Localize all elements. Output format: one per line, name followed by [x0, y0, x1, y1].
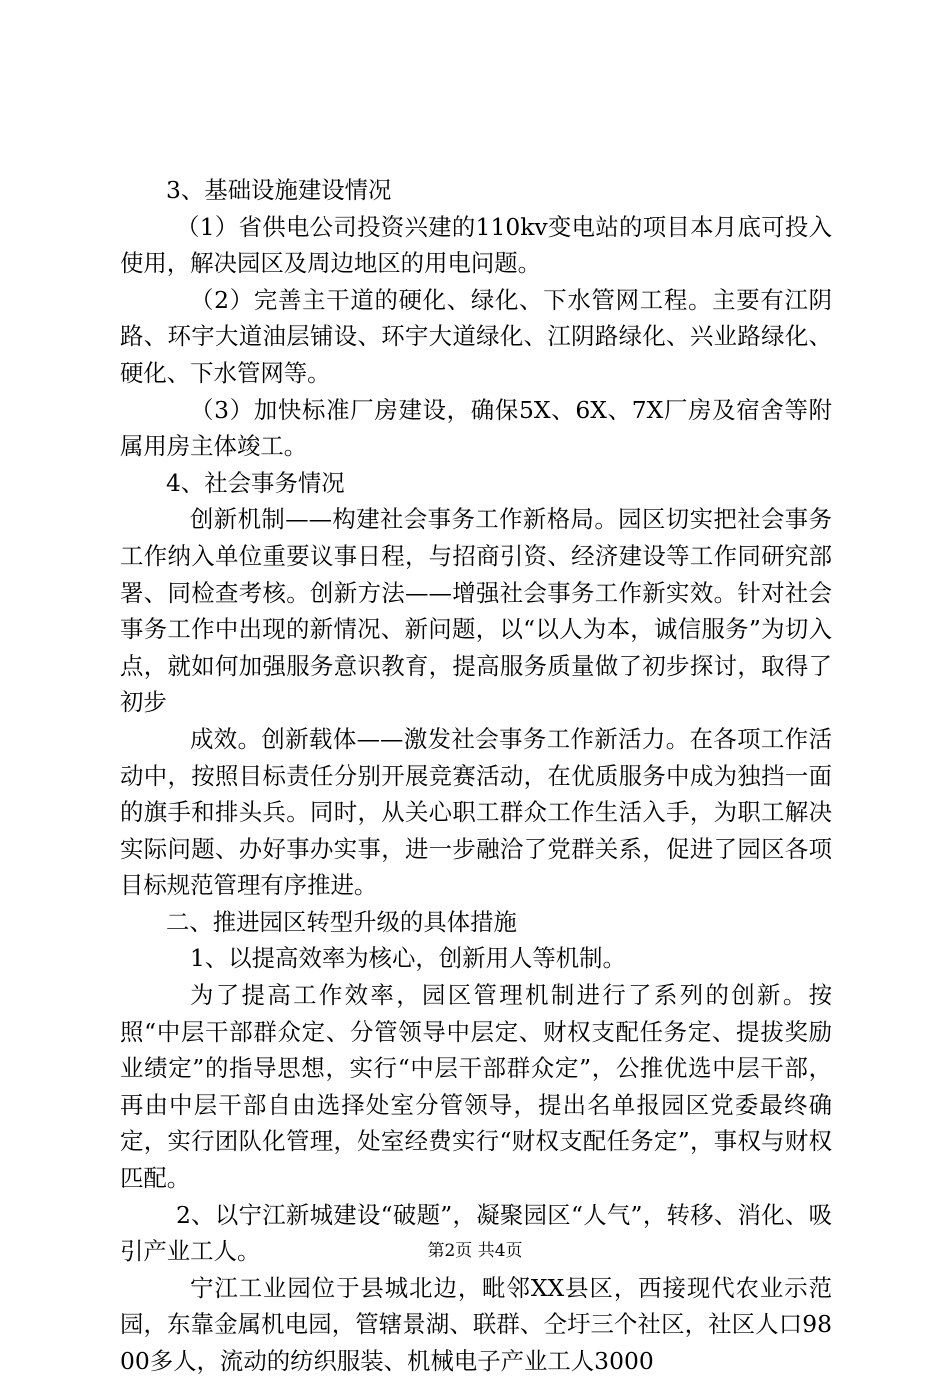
heading-social-affairs: 4、社会事务情况	[166, 468, 345, 497]
paragraph-innovation-carrier: 成效。创新载体——激发社会事务工作新活力。在各项工作活动中，按照目标责任分别开展竞赛活动，在优质服务中成为独挡一面的旗手和排头兵。同时，从关心职工群众工作生活入手，为职工解决实际问题、办好事办实事，进一步融洽了党群关系，促进了园区各项目标规范管理有序推进。	[120, 724, 832, 900]
paragraph-substation: （1）省供电公司投资兴建的110kv变电站的项目本月底可投入使用，解决园区及周边地区的用电问题。	[120, 212, 832, 278]
paragraph-industrial-park: 宁江工业园位于县城北边，毗邻XX县区，西接现代农业示范园，东靠金属机电园，管辖景湖、联群、仝圩三个社区，社区人口9800多人，流动的纺织服装、机械电子产业工人3000	[120, 1273, 832, 1375]
paragraph-roads: （2）完善主干道的硬化、绿化、下水管网工程。主要有江阴路、环宇大道油层铺设、环宇大道绿化、江阴路绿化、兴业路绿化、硬化、下水管网等。	[120, 285, 832, 387]
paragraph-management-innovation: 为了提高工作效率，园区管理机制进行了系列的创新。按照“中层干部群众定、分管领导中层定、财权支配任务定、提拔奖励业绩定”的指导思想，实行“中层干部群众定”，公推优选中层干部，再由中层干部自由选择处室分管领导，提出名单报园区党委最终确定，实行团队化管理，处室经费实行“财权支配任务定”，事权与财权匹配。	[120, 981, 832, 1193]
page-number: 第2页 共4页	[427, 1241, 523, 1261]
heading-transformation-measures: 二、推进园区转型升级的具体措施	[166, 907, 517, 936]
paragraph-factories: （3）加快标准厂房建设，确保5X、6X、7X厂房及宿舍等附属用房主体竣工。	[120, 395, 832, 461]
heading-new-city: 2、以宁江新城建设“破题”，凝聚园区“人气”，转移、消化、吸引产业工人。	[120, 1200, 832, 1266]
paragraph-innovation-mechanism: 创新机制——构建社会事务工作新格局。园区切实把社会事务工作纳入单位重要议事日程，与招商引资、经济建设等工作同研究部署、同检查考核。创新方法——增强社会事务工作新实效。针对社会事务工作中出现的新情况、新问题，以“以人为本，诚信服务”为切入点，就如何加强服务意识教育，提高服务质量做了初步探讨，取得了初步	[120, 505, 832, 717]
heading-efficiency: 1、以提高效率为核心，创新用人等机制。	[190, 944, 626, 973]
document-body	[120, 172, 832, 1380]
heading-infrastructure: 3、基础设施建设情况	[166, 176, 392, 204]
